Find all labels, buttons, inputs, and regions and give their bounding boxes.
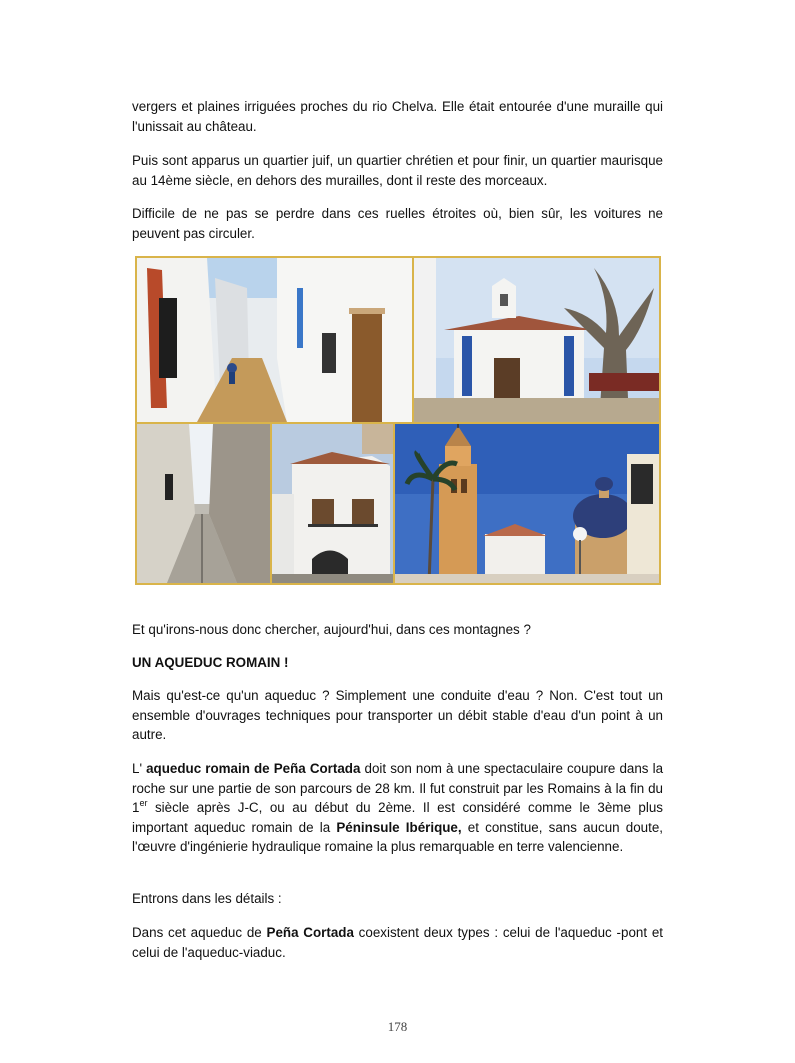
paragraph-7: Entrons dans les détails : — [132, 891, 282, 906]
paragraph-8: Dans cet aqueduc de Peña Cortada coexistent deux types : celui de l'aqueduc -pont et celui de l'aqueduc-viaduc. — [132, 925, 663, 960]
paragraph-5: Mais qu'est-ce qu'un aqueduc ? Simplement une conduite d'eau ? Non. C'est tout un ensemble d'ouvrages techniques pour transporter un débit stable d'eau d'un point à un autre. — [132, 688, 663, 742]
photo-church-tower-dome — [395, 424, 659, 583]
photo-narrow-street-whitewashed — [137, 258, 412, 422]
paragraph-3: Difficile de ne pas se perdre dans ces ruelles étroites où, bien sûr, les voitures ne peuvent pas circuler. — [132, 206, 663, 241]
photo-collage — [135, 256, 661, 585]
paragraph-1: vergers et plaines irriguées proches du rio Chelva. Elle était entourée d'une muraille qui l'unissait au château. — [132, 99, 663, 134]
section-heading: UN AQUEDUC ROMAIN ! — [132, 655, 289, 670]
photo-white-house-balconies — [272, 424, 393, 583]
page-number: 178 — [387, 1019, 408, 1034]
paragraph-4: Et qu'irons-nous donc chercher, aujourd'hui, dans ces montagnes ? — [132, 622, 531, 637]
paragraph-6: L' aqueduc romain de Peña Cortada doit son nom à une spectaculaire coupure dans la roche sur une partie de son parcours de 28 km. Il fut construit par les Romains à la fin du 1er siècle après J-C, ou au début du 2ème. Il est considéré comme le 3ème plus important aqueduc romain de la Péninsule Ibérique, et constitue, sans aucun doute, l'œuvre d'ingénierie hydraulique romaine la plus remarquable en terre valencienne. — [132, 761, 664, 854]
photo-narrow-alley — [137, 424, 270, 583]
photo-chapel-and-tree — [414, 258, 659, 422]
paragraph-2: Puis sont apparus un quartier juif, un quartier chrétien et pour finir, un quartier maurisque au 14ème siècle, en dehors des murailles, dont il reste des morceaux. — [132, 153, 663, 188]
